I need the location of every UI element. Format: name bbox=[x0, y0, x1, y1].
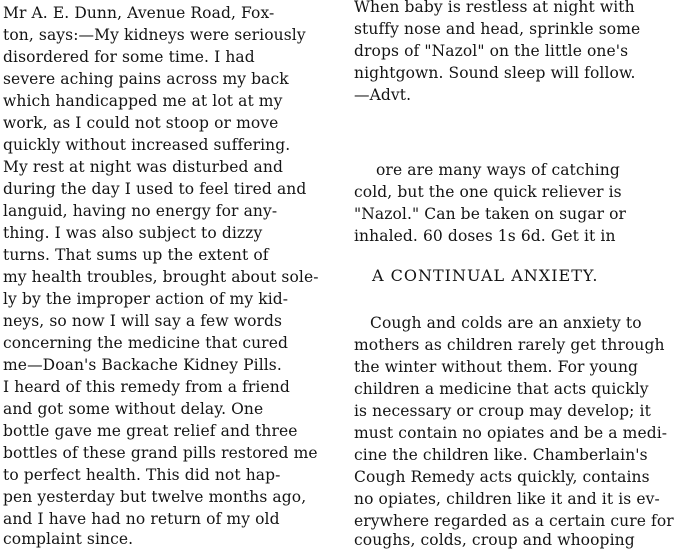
text-line: pen yesterday but twelve months ago, bbox=[3, 488, 307, 506]
text-line: Cough Remedy acts quickly, contains bbox=[354, 468, 650, 486]
text-line: severe aching pains across my back bbox=[3, 70, 289, 88]
text-line: neys, so now I will say a few words bbox=[3, 312, 283, 330]
text-line: thing. I was also subject to dizzy bbox=[3, 224, 263, 242]
text-line: stuffy nose and head, sprinkle some bbox=[354, 20, 641, 38]
text-line: quickly without increased suffering. bbox=[3, 136, 291, 154]
text-line: during the day I used to feel tired and bbox=[3, 180, 307, 198]
text-line: to perfect health. This did not hap- bbox=[3, 466, 281, 484]
text-line: bottle gave me great relief and three bbox=[3, 422, 298, 440]
text-line: ton, says:—My kidneys were seriously bbox=[3, 26, 306, 44]
text-line: which handicapped me at lot at my bbox=[3, 92, 283, 110]
text-line: ore are many ways of catching bbox=[376, 161, 620, 179]
text-line: work, as I could not stoop or move bbox=[3, 114, 279, 132]
text-line: ly by the improper action of my kid- bbox=[3, 290, 289, 308]
text-line: concerning the medicine that cured bbox=[3, 334, 288, 352]
text-line: complaint since. bbox=[3, 530, 134, 548]
text-line: "Nazol." Can be taken on sugar or bbox=[354, 205, 627, 223]
article-heading: A CONTINUAL ANXIETY. bbox=[372, 266, 599, 285]
text-line: coughs, colds, croup and whooping bbox=[354, 531, 635, 549]
text-line: must contain no opiates and be a medi- bbox=[354, 424, 668, 442]
text-line: me—Doan's Backache Kidney Pills. bbox=[3, 356, 282, 374]
text-line: My rest at night was disturbed and bbox=[3, 158, 283, 176]
text-line: I heard of this remedy from a friend bbox=[3, 378, 290, 396]
text-line: the winter without them. For young bbox=[354, 358, 639, 376]
text-line: erywhere regarded as a certain cure for bbox=[354, 512, 674, 530]
text-line: Cough and colds are an anxiety to bbox=[370, 314, 642, 332]
text-line: Mr A. E. Dunn, Avenue Road, Fox- bbox=[3, 4, 275, 22]
text-line: nightgown. Sound sleep will follow. bbox=[354, 64, 636, 82]
text-line: children a medicine that acts quickly bbox=[354, 380, 649, 398]
text-line: and got some without delay. One bbox=[3, 400, 264, 418]
text-line: turns. That sums up the extent of bbox=[3, 246, 269, 264]
text-line: When baby is restless at night with bbox=[354, 0, 635, 16]
text-line: no opiates, children like it and it is ev- bbox=[354, 490, 660, 508]
text-line: mothers as children rarely get through bbox=[354, 336, 665, 354]
text-line: bottles of these grand pills restored me bbox=[3, 444, 318, 462]
text-line: languid, having no energy for any- bbox=[3, 202, 278, 220]
text-line: drops of "Nazol" on the little one's bbox=[354, 42, 629, 60]
text-line: cine the children like. Chamberlain's bbox=[354, 446, 648, 464]
text-line: my health troubles, brought about sole- bbox=[3, 268, 319, 286]
text-line: cold, but the one quick reliever is bbox=[354, 183, 622, 201]
text-line: —Advt. bbox=[354, 86, 412, 104]
text-line: is necessary or croup may develop; it bbox=[354, 402, 651, 420]
text-line: inhaled. 60 doses 1s 6d. Get it in bbox=[354, 227, 616, 245]
text-line: and I have had no return of my old bbox=[3, 510, 280, 528]
text-line: disordered for some time. I had bbox=[3, 48, 255, 66]
